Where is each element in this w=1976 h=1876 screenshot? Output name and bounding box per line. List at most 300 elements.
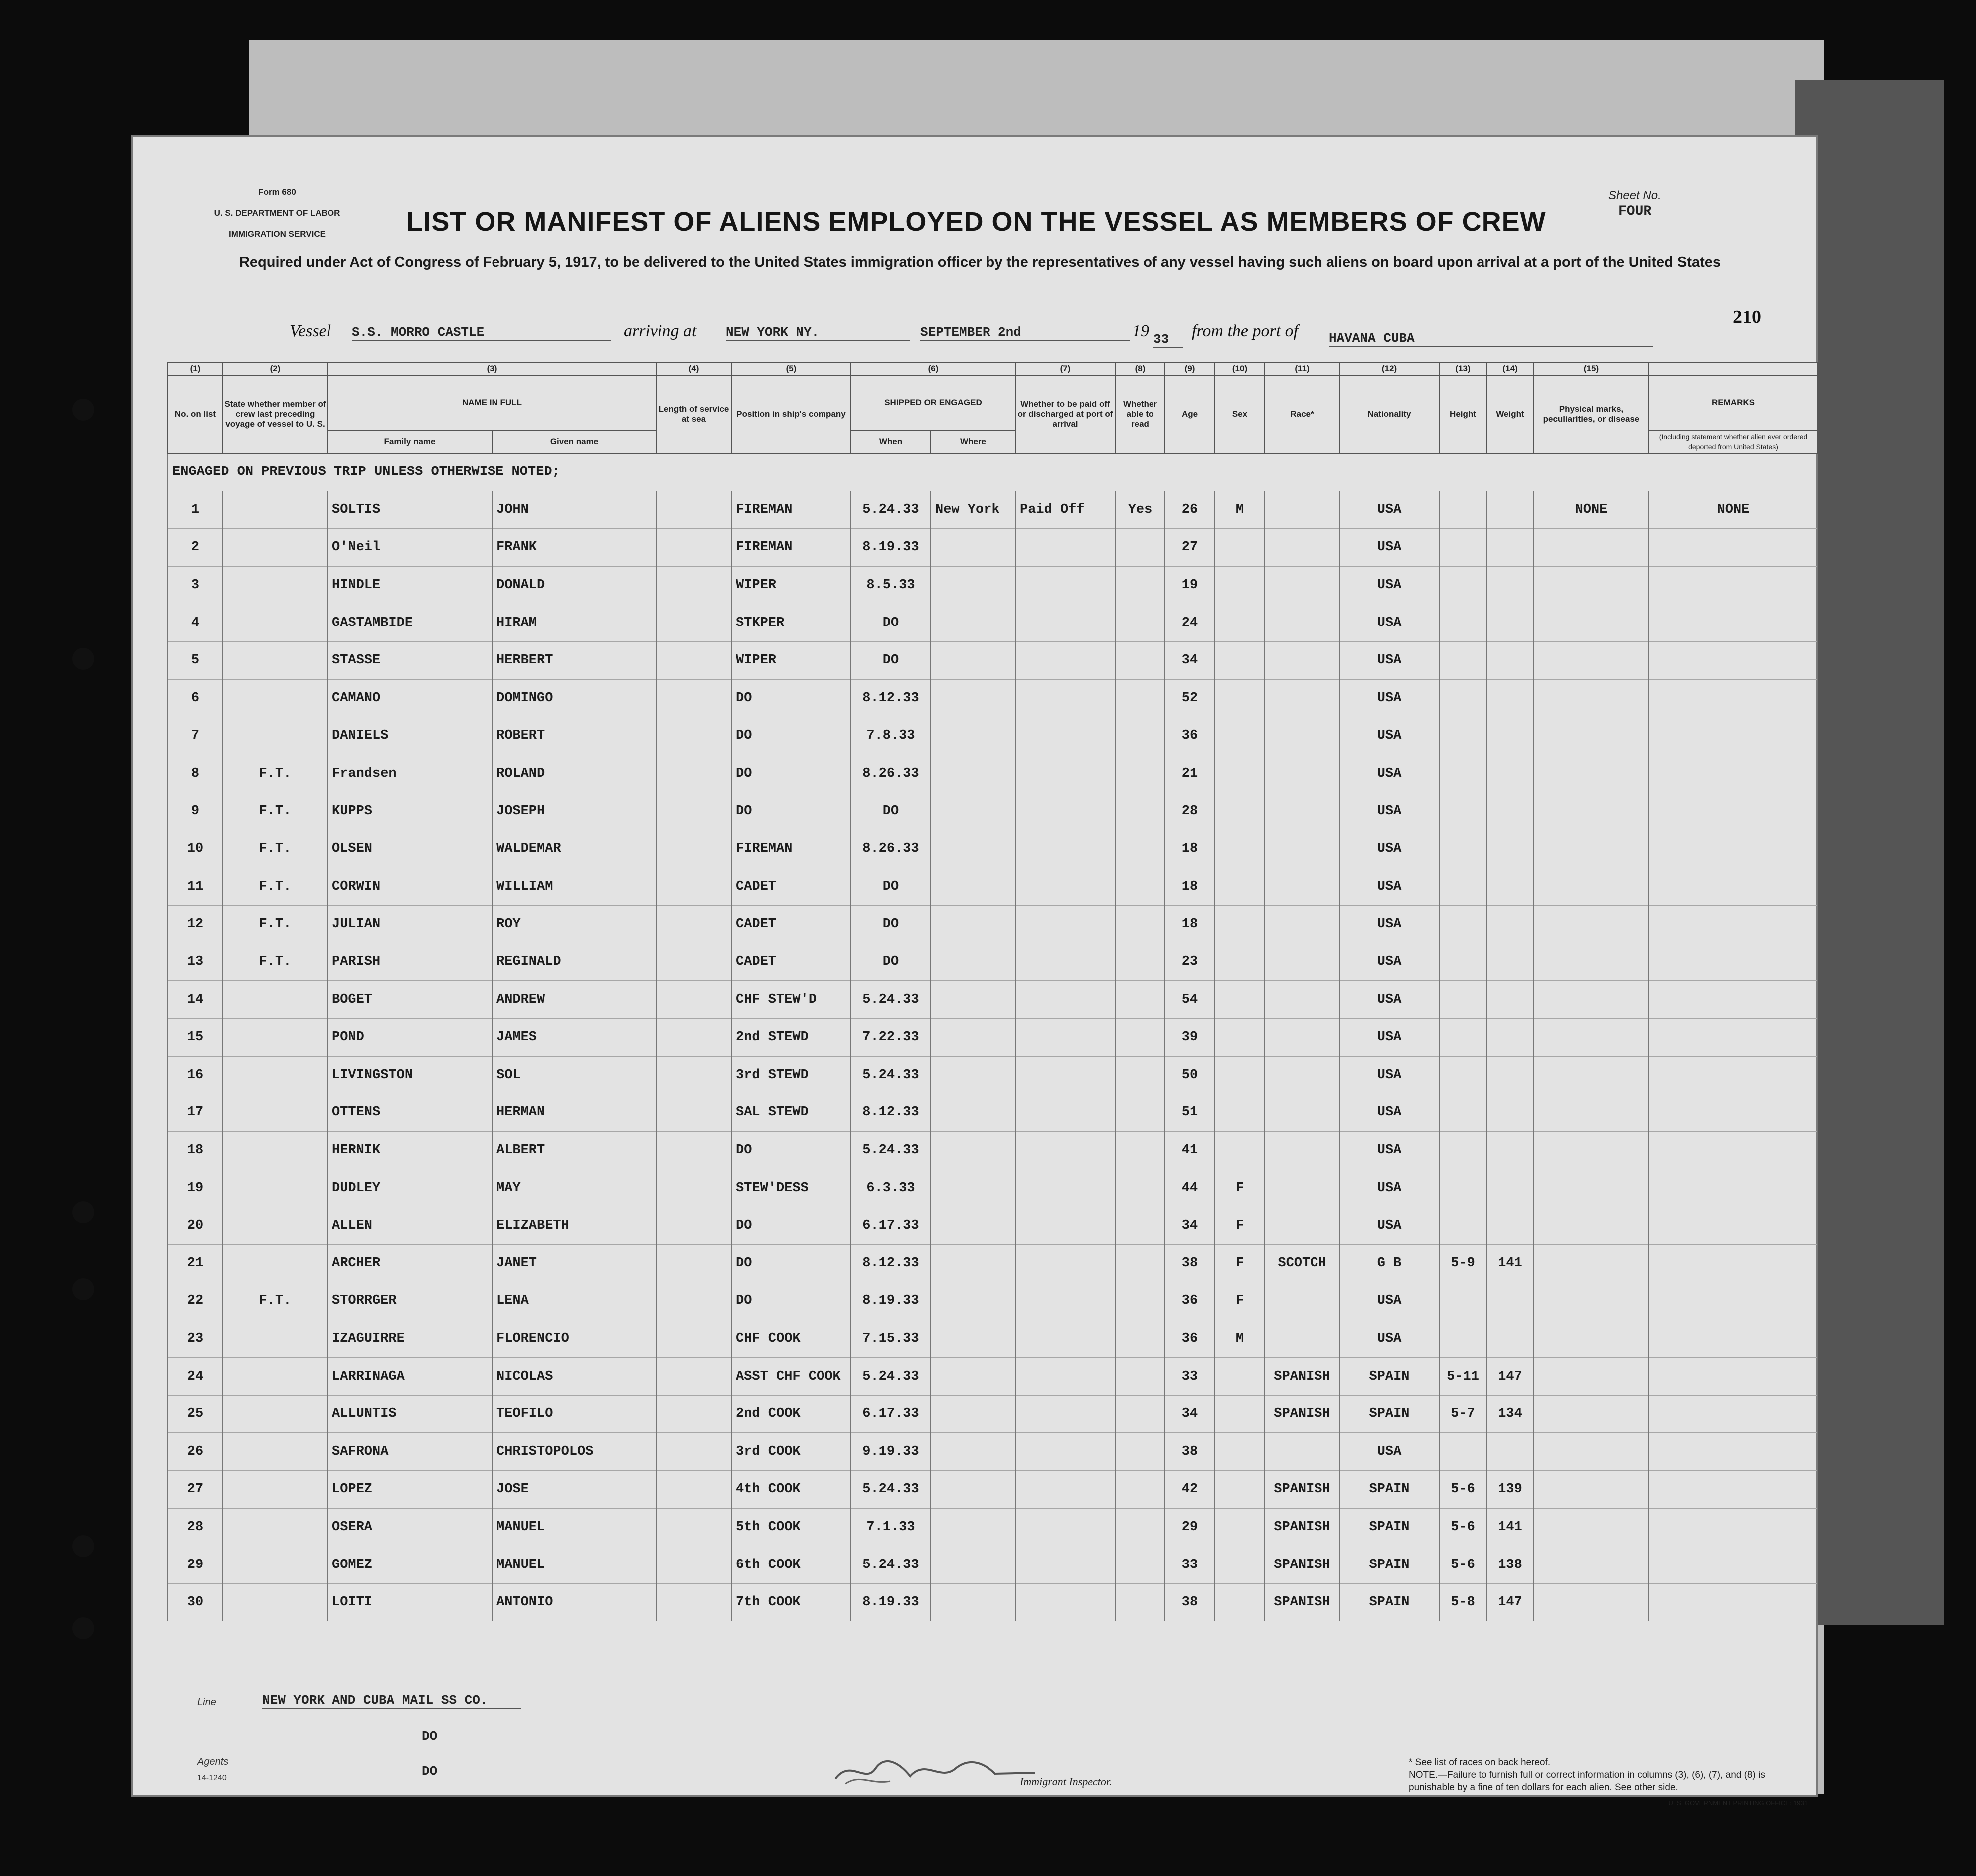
shipped-when: DO: [851, 906, 931, 943]
given-name: NICOLAS: [492, 1358, 657, 1396]
crew-row: [168, 1583, 1818, 1621]
paid-off: [1015, 868, 1115, 906]
sex: [1215, 830, 1265, 868]
service-name: IMMIGRATION SERVICE: [229, 229, 326, 239]
crew-row: [168, 1471, 1818, 1509]
sex: [1215, 1395, 1265, 1433]
position: CHF COOK: [731, 1320, 851, 1358]
shipped-when: DO: [851, 943, 931, 981]
position: 3rd STEWD: [731, 1056, 851, 1094]
race: SPANISH: [1265, 1508, 1339, 1546]
able-to-read: [1115, 1207, 1165, 1245]
sex: [1215, 529, 1265, 567]
given-name: REGINALD: [492, 943, 657, 981]
paid-off: [1015, 981, 1115, 1019]
height: [1439, 529, 1486, 567]
able-to-read: [1115, 792, 1165, 830]
weight: [1486, 1320, 1534, 1358]
nationality: USA: [1339, 1282, 1439, 1320]
height: [1439, 491, 1486, 529]
length-of-service: [657, 1320, 731, 1358]
height: 5-6: [1439, 1471, 1486, 1509]
year-label: 19: [1132, 322, 1149, 340]
weight: [1486, 906, 1534, 943]
previous-voyage: F.T.: [223, 906, 328, 943]
shipped-where: [931, 679, 1015, 717]
line-label: Line: [197, 1697, 216, 1708]
given-name: TEOFILO: [492, 1395, 657, 1433]
given-name: JOHN: [492, 491, 657, 529]
inspector-signature: [830, 1754, 1040, 1789]
able-to-read: [1115, 566, 1165, 604]
nationality: USA: [1339, 679, 1439, 717]
family-name: OSERA: [328, 1508, 492, 1546]
remarks: [1648, 1282, 1818, 1320]
crew-row: [168, 1395, 1818, 1433]
header-given-name: Given name: [492, 430, 657, 453]
paid-off: [1015, 943, 1115, 981]
crew-manifest-table: [167, 362, 1818, 1621]
given-name: ANDREW: [492, 981, 657, 1019]
inspector-label: Immigrant Inspector.: [1020, 1775, 1112, 1788]
header-name-in-full: NAME IN FULL: [328, 375, 657, 430]
header-position: Position in ship's company: [731, 375, 851, 453]
sex: [1215, 1546, 1265, 1584]
height: 5-8: [1439, 1583, 1486, 1621]
position: WIPER: [731, 566, 851, 604]
crew-row: [168, 1094, 1818, 1132]
paid-off: [1015, 604, 1115, 642]
weight: 139: [1486, 1471, 1534, 1509]
position: 3rd COOK: [731, 1433, 851, 1471]
weight: [1486, 943, 1534, 981]
family-name: CAMANO: [328, 679, 492, 717]
shipped-when: 8.19.33: [851, 1583, 931, 1621]
height: [1439, 717, 1486, 755]
position: DO: [731, 755, 851, 792]
shipped-where: [931, 1508, 1015, 1546]
remarks: [1648, 1131, 1818, 1169]
paid-off: [1015, 1131, 1115, 1169]
length-of-service: [657, 1508, 731, 1546]
previous-trip-note: ENGAGED ON PREVIOUS TRIP UNLESS OTHERWISE NOTED;: [168, 453, 1818, 491]
position: SAL STEWD: [731, 1094, 851, 1132]
family-name: ALLEN: [328, 1207, 492, 1245]
sex: [1215, 981, 1265, 1019]
length-of-service: [657, 1358, 731, 1396]
family-name: LOITI: [328, 1583, 492, 1621]
able-to-read: [1115, 755, 1165, 792]
physical-marks: [1534, 1094, 1648, 1132]
height: [1439, 1056, 1486, 1094]
shipped-when: 6.17.33: [851, 1395, 931, 1433]
able-to-read: [1115, 1395, 1165, 1433]
paid-off: [1015, 679, 1115, 717]
length-of-service: [657, 566, 731, 604]
previous-voyage: [223, 1320, 328, 1358]
weight: [1486, 529, 1534, 567]
able-to-read: [1115, 1282, 1165, 1320]
row-number: 1: [168, 491, 223, 529]
given-name: HERMAN: [492, 1094, 657, 1132]
length-of-service: [657, 1207, 731, 1245]
age: 36: [1165, 717, 1215, 755]
weight: 147: [1486, 1583, 1534, 1621]
age: 42: [1165, 1471, 1215, 1509]
shipped-when: 5.24.33: [851, 1358, 931, 1396]
shipped-where: [931, 1282, 1015, 1320]
weight: [1486, 717, 1534, 755]
family-name: IZAGUIRRE: [328, 1320, 492, 1358]
position: DO: [731, 1131, 851, 1169]
shipped-when: 7.22.33: [851, 1018, 931, 1056]
height: 5-6: [1439, 1508, 1486, 1546]
able-to-read: [1115, 1245, 1165, 1282]
crew-row: [168, 1018, 1818, 1056]
shipped-where: [931, 717, 1015, 755]
crew-row: [168, 906, 1818, 943]
shipped-when: 7.15.33: [851, 1320, 931, 1358]
age: 33: [1165, 1358, 1215, 1396]
crew-row: [168, 981, 1818, 1019]
position: DO: [731, 1282, 851, 1320]
row-number: 21: [168, 1245, 223, 1282]
length-of-service: [657, 792, 731, 830]
weight: [1486, 1056, 1534, 1094]
able-to-read: [1115, 981, 1165, 1019]
given-name: WILLIAM: [492, 868, 657, 906]
paid-off: [1015, 1471, 1115, 1509]
row-number: 26: [168, 1433, 223, 1471]
able-to-read: [1115, 1094, 1165, 1132]
remarks: [1648, 1245, 1818, 1282]
family-name: OLSEN: [328, 830, 492, 868]
punch-hole: [72, 399, 94, 421]
crew-row: [168, 604, 1818, 642]
header-weight: Weight: [1486, 375, 1534, 453]
shipped-when: 8.5.33: [851, 566, 931, 604]
remarks: [1648, 1546, 1818, 1584]
weight: [1486, 1282, 1534, 1320]
family-name: BOGET: [328, 981, 492, 1019]
height: [1439, 1282, 1486, 1320]
shipped-where: [931, 1018, 1015, 1056]
able-to-read: [1115, 1471, 1165, 1509]
previous-voyage: F.T.: [223, 792, 328, 830]
sex: [1215, 906, 1265, 943]
agents-label: Agents: [197, 1756, 229, 1767]
age: 21: [1165, 755, 1215, 792]
remarks: [1648, 1358, 1818, 1396]
able-to-read: [1115, 868, 1165, 906]
weight: [1486, 491, 1534, 529]
penalty-note: NOTE.—Failure to furnish full or correct information in columns (3), (6), (7), and (8) is punishable by a fine of ten dollars for each alien. See other side.: [1409, 1770, 1765, 1793]
shipped-when: DO: [851, 868, 931, 906]
remarks: [1648, 717, 1818, 755]
physical-marks: [1534, 868, 1648, 906]
able-to-read: [1115, 717, 1165, 755]
col-num: [1648, 362, 1818, 375]
age: 19: [1165, 566, 1215, 604]
given-name: ALBERT: [492, 1131, 657, 1169]
length-of-service: [657, 1131, 731, 1169]
height: [1439, 981, 1486, 1019]
nationality: USA: [1339, 1169, 1439, 1207]
header-age: Age: [1165, 375, 1215, 453]
row-number: 7: [168, 717, 223, 755]
nationality: USA: [1339, 1320, 1439, 1358]
shipped-when: 7.8.33: [851, 717, 931, 755]
vessel-label: Vessel: [290, 322, 331, 340]
physical-marks: [1534, 943, 1648, 981]
previous-voyage: [223, 1245, 328, 1282]
age: 26: [1165, 491, 1215, 529]
row-number: 11: [168, 868, 223, 906]
manifest-sheet: [131, 135, 1818, 1807]
age: 28: [1165, 792, 1215, 830]
physical-marks: [1534, 1395, 1648, 1433]
height: 5-7: [1439, 1395, 1486, 1433]
family-name: GASTAMBIDE: [328, 604, 492, 642]
col-num: (15): [1534, 362, 1648, 375]
paid-off: Paid Off: [1015, 491, 1115, 529]
height: [1439, 906, 1486, 943]
paid-off: [1015, 566, 1115, 604]
physical-marks: [1534, 529, 1648, 567]
weight: [1486, 1207, 1534, 1245]
previous-voyage: [223, 679, 328, 717]
race: [1265, 717, 1339, 755]
given-name: FLORENCIO: [492, 1320, 657, 1358]
race: [1265, 1433, 1339, 1471]
col-num: (14): [1486, 362, 1534, 375]
race: [1265, 943, 1339, 981]
age: 38: [1165, 1433, 1215, 1471]
nationality: USA: [1339, 717, 1439, 755]
shipped-when: 8.12.33: [851, 1245, 931, 1282]
nationality: USA: [1339, 566, 1439, 604]
shipped-when: 5.24.33: [851, 981, 931, 1019]
department-name: U. S. DEPARTMENT OF LABOR: [214, 208, 340, 218]
physical-marks: [1534, 1282, 1648, 1320]
given-name: HERBERT: [492, 641, 657, 679]
header-family-name: Family name: [328, 430, 492, 453]
form-number: Form 680: [258, 187, 296, 197]
sex: [1215, 1056, 1265, 1094]
nationality: SPAIN: [1339, 1546, 1439, 1584]
age: 34: [1165, 1395, 1215, 1433]
row-number: 18: [168, 1131, 223, 1169]
race: [1265, 566, 1339, 604]
row-number: 14: [168, 981, 223, 1019]
height: [1439, 792, 1486, 830]
row-number: 29: [168, 1546, 223, 1584]
length-of-service: [657, 830, 731, 868]
position: DO: [731, 717, 851, 755]
shipped-where: [931, 906, 1015, 943]
height: [1439, 566, 1486, 604]
previous-voyage: [223, 1583, 328, 1621]
shipped-when: DO: [851, 604, 931, 642]
paid-off: [1015, 1056, 1115, 1094]
paid-off: [1015, 1282, 1115, 1320]
shipped-where: [931, 566, 1015, 604]
length-of-service: [657, 604, 731, 642]
family-name: STASSE: [328, 641, 492, 679]
crew-row: [168, 1056, 1818, 1094]
age: 27: [1165, 529, 1215, 567]
previous-voyage: [223, 1433, 328, 1471]
family-name: HERNIK: [328, 1131, 492, 1169]
arrival-date: SEPTEMBER 2nd: [920, 325, 1130, 341]
col-num: (1): [168, 362, 223, 375]
header-remarks-note: (Including statement whether alien ever ordered deported from United States): [1648, 430, 1818, 453]
height: [1439, 1433, 1486, 1471]
physical-marks: [1534, 1169, 1648, 1207]
nationality: USA: [1339, 981, 1439, 1019]
age: 38: [1165, 1245, 1215, 1282]
physical-marks: [1534, 641, 1648, 679]
arriving-label: arriving at: [624, 322, 697, 340]
previous-voyage: [223, 491, 328, 529]
position: WIPER: [731, 641, 851, 679]
race: [1265, 679, 1339, 717]
nationality: USA: [1339, 529, 1439, 567]
shipped-when: 5.24.33: [851, 1471, 931, 1509]
position: DO: [731, 1207, 851, 1245]
header-when: When: [851, 430, 931, 453]
col-num: (4): [657, 362, 731, 375]
nationality: USA: [1339, 830, 1439, 868]
race: SPANISH: [1265, 1546, 1339, 1584]
position: DO: [731, 679, 851, 717]
physical-marks: [1534, 1056, 1648, 1094]
crew-row: [168, 755, 1818, 792]
remarks: NONE: [1648, 491, 1818, 529]
length-of-service: [657, 1471, 731, 1509]
remarks: [1648, 981, 1818, 1019]
age: 52: [1165, 679, 1215, 717]
row-number: 17: [168, 1094, 223, 1132]
previous-voyage: [223, 1358, 328, 1396]
shipped-where: [931, 1320, 1015, 1358]
paid-off: [1015, 830, 1115, 868]
paid-off: [1015, 1358, 1115, 1396]
crew-row: [168, 1131, 1818, 1169]
nationality: USA: [1339, 491, 1439, 529]
shipped-where: [931, 1395, 1015, 1433]
physical-marks: [1534, 830, 1648, 868]
sex: F: [1215, 1245, 1265, 1282]
physical-marks: [1534, 679, 1648, 717]
row-number: 8: [168, 755, 223, 792]
previous-voyage: [223, 1546, 328, 1584]
nationality: USA: [1339, 641, 1439, 679]
paid-off: [1015, 717, 1115, 755]
shipped-when: 8.19.33: [851, 529, 931, 567]
height: [1439, 1320, 1486, 1358]
col-num: (2): [223, 362, 328, 375]
race: [1265, 1056, 1339, 1094]
age: 39: [1165, 1018, 1215, 1056]
col-num: (5): [731, 362, 851, 375]
shipped-where: [931, 755, 1015, 792]
physical-marks: [1534, 1358, 1648, 1396]
previous-voyage: [223, 1471, 328, 1509]
punch-hole: [72, 1201, 94, 1223]
sex: [1215, 943, 1265, 981]
crew-row: [168, 679, 1818, 717]
shipped-where: [931, 1131, 1015, 1169]
row-number: 20: [168, 1207, 223, 1245]
shipped-where: [931, 792, 1015, 830]
shipped-when: 5.24.33: [851, 1546, 931, 1584]
race: SPANISH: [1265, 1395, 1339, 1433]
paid-off: [1015, 1018, 1115, 1056]
shipped-when: 5.24.33: [851, 1131, 931, 1169]
race: [1265, 868, 1339, 906]
length-of-service: [657, 1056, 731, 1094]
nationality: SPAIN: [1339, 1358, 1439, 1396]
footer-notes: [1409, 1756, 1808, 1809]
remarks: [1648, 1433, 1818, 1471]
given-name: DONALD: [492, 566, 657, 604]
shipped-where: [931, 868, 1015, 906]
nationality: USA: [1339, 755, 1439, 792]
remarks: [1648, 1056, 1818, 1094]
col-num: (12): [1339, 362, 1439, 375]
nationality: USA: [1339, 1094, 1439, 1132]
race: [1265, 1169, 1339, 1207]
shipped-when: 8.12.33: [851, 1094, 931, 1132]
header-nationality: Nationality: [1339, 375, 1439, 453]
remarks: [1648, 679, 1818, 717]
height: [1439, 1131, 1486, 1169]
crew-row: [168, 1320, 1818, 1358]
form-code: 14-1240: [197, 1774, 227, 1782]
race: [1265, 830, 1339, 868]
col-num: (11): [1265, 362, 1339, 375]
given-name: ROY: [492, 906, 657, 943]
paid-off: [1015, 1395, 1115, 1433]
remarks: [1648, 1471, 1818, 1509]
position: DO: [731, 792, 851, 830]
age: 51: [1165, 1094, 1215, 1132]
family-name: KUPPS: [328, 792, 492, 830]
agents-value: DO: [422, 1764, 438, 1779]
length-of-service: [657, 717, 731, 755]
able-to-read: [1115, 1018, 1165, 1056]
departure-port: HAVANA CUBA: [1329, 331, 1653, 347]
weight: [1486, 868, 1534, 906]
physical-marks: [1534, 981, 1648, 1019]
given-name: CHRISTOPOLOS: [492, 1433, 657, 1471]
crew-row: [168, 830, 1818, 868]
able-to-read: [1115, 1320, 1165, 1358]
col-num: (13): [1439, 362, 1486, 375]
physical-marks: NONE: [1534, 491, 1648, 529]
sex: M: [1215, 491, 1265, 529]
row-number: 3: [168, 566, 223, 604]
punch-hole: [72, 648, 94, 670]
able-to-read: [1115, 1583, 1165, 1621]
shipped-where: [931, 1471, 1015, 1509]
previous-voyage: F.T.: [223, 1282, 328, 1320]
port-of-label: from the port of: [1192, 322, 1299, 340]
header-last-voyage: State whether member of crew last preceding voyage of vessel to U. S.: [223, 375, 328, 453]
race: [1265, 981, 1339, 1019]
race: [1265, 529, 1339, 567]
